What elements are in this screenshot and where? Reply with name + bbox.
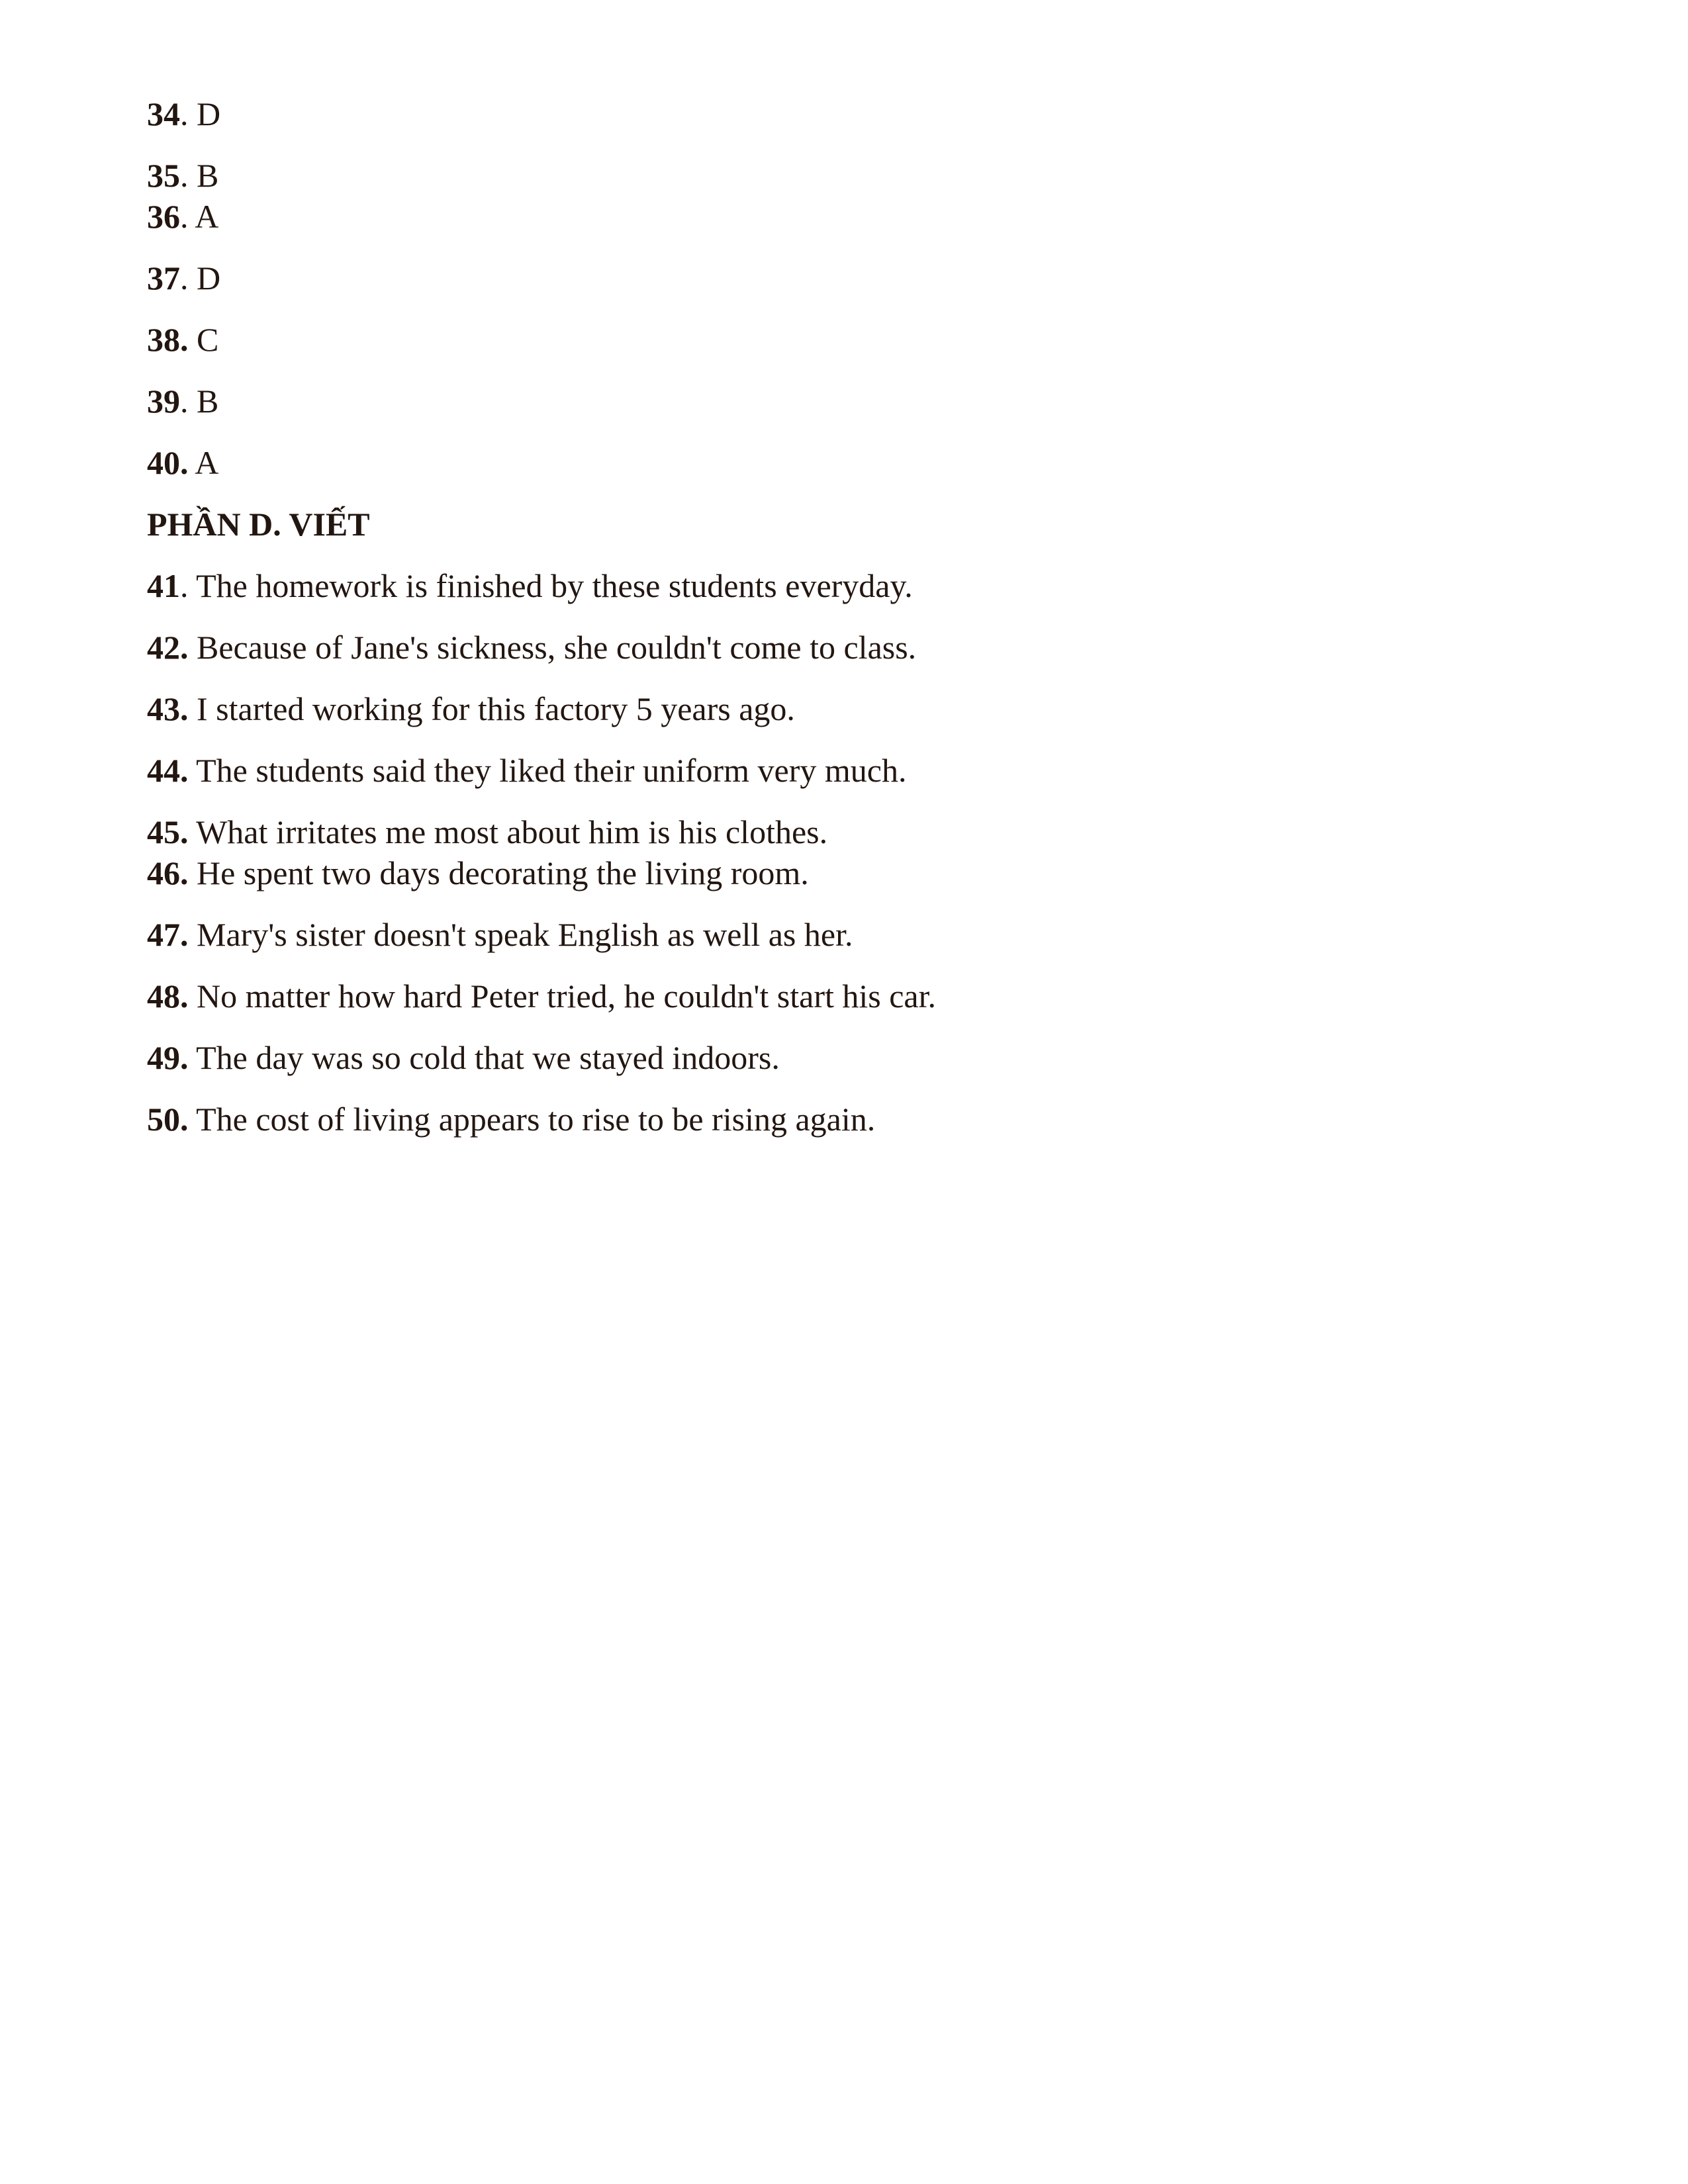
answer-text: D bbox=[197, 259, 221, 296]
writing-text: The cost of living appears to rise to be rising again. bbox=[196, 1101, 876, 1138]
item-separator bbox=[189, 321, 197, 358]
answer-line-38 bbox=[147, 320, 218, 359]
answer-text: A bbox=[195, 198, 219, 235]
writing-line-44 bbox=[147, 751, 906, 790]
item-separator bbox=[189, 752, 197, 789]
item-number: 43. bbox=[147, 690, 189, 727]
writing-line-45 bbox=[147, 812, 827, 852]
item-separator bbox=[189, 813, 197, 850]
item-number: 50. bbox=[147, 1101, 189, 1138]
item-separator: . bbox=[180, 383, 197, 420]
writing-line-43 bbox=[147, 689, 795, 729]
item-number: 40. bbox=[147, 444, 189, 481]
item-number: 47. bbox=[147, 916, 189, 953]
writing-text: The students said they liked their uniform very much. bbox=[196, 752, 907, 789]
answer-line-35 bbox=[147, 156, 218, 195]
section-heading: PHẦN D. VIẾT bbox=[147, 506, 370, 543]
item-number: 48. bbox=[147, 978, 189, 1015]
item-number: 46. bbox=[147, 854, 189, 891]
answer-line-34 bbox=[147, 94, 220, 134]
item-separator: . bbox=[180, 567, 197, 604]
answer-line-36 bbox=[147, 197, 218, 236]
answer-line-40 bbox=[147, 443, 218, 482]
writing-line-41 bbox=[147, 566, 913, 606]
writing-text: Mary's sister doesn't speak English as well as her. bbox=[197, 916, 853, 953]
item-number: 42. bbox=[147, 629, 189, 666]
writing-text: No matter how hard Peter tried, he couldn't start his car. bbox=[197, 978, 937, 1015]
writing-line-49 bbox=[147, 1038, 780, 1077]
item-separator bbox=[189, 1039, 197, 1076]
item-number: 35 bbox=[147, 157, 180, 194]
item-number: 38. bbox=[147, 321, 189, 358]
answer-line-37 bbox=[147, 258, 220, 298]
writing-text: I started working for this factory 5 years ago. bbox=[197, 690, 795, 727]
item-number: 34 bbox=[147, 95, 180, 132]
answer-text: D bbox=[197, 95, 221, 132]
item-number: 44. bbox=[147, 752, 189, 789]
item-separator bbox=[189, 916, 197, 953]
answer-text: C bbox=[197, 321, 219, 358]
item-number: 41 bbox=[147, 567, 180, 604]
writing-text: Because of Jane's sickness, she couldn't come to class. bbox=[197, 629, 917, 666]
writing-text: The homework is finished by these students everyday. bbox=[196, 567, 913, 604]
item-number: 37 bbox=[147, 259, 180, 296]
answer-line-39 bbox=[147, 381, 218, 421]
item-separator: . bbox=[180, 198, 195, 235]
answer-text: B bbox=[197, 157, 219, 194]
writing-line-48 bbox=[147, 976, 936, 1016]
item-number: 45. bbox=[147, 813, 189, 850]
item-separator bbox=[189, 854, 197, 891]
item-number: 36 bbox=[147, 198, 180, 235]
item-separator bbox=[189, 1101, 197, 1138]
answer-text: B bbox=[197, 383, 219, 420]
writing-line-50 bbox=[147, 1099, 875, 1139]
item-separator: . bbox=[180, 259, 197, 296]
item-separator: . bbox=[180, 95, 197, 132]
writing-line-47 bbox=[147, 915, 853, 954]
item-number: 39 bbox=[147, 383, 180, 420]
item-separator bbox=[189, 629, 197, 666]
item-number: 49. bbox=[147, 1039, 189, 1076]
item-separator bbox=[189, 444, 195, 481]
writing-line-42 bbox=[147, 627, 916, 667]
item-separator bbox=[189, 690, 197, 727]
writing-text: He spent two days decorating the living room. bbox=[197, 854, 809, 891]
item-separator: . bbox=[180, 157, 197, 194]
writing-text: The day was so cold that we stayed indoors. bbox=[196, 1039, 780, 1076]
answer-text: A bbox=[195, 444, 219, 481]
writing-line-46 bbox=[147, 853, 809, 893]
item-separator bbox=[189, 978, 197, 1015]
writing-text: What irritates me most about him is his clothes. bbox=[196, 813, 828, 850]
